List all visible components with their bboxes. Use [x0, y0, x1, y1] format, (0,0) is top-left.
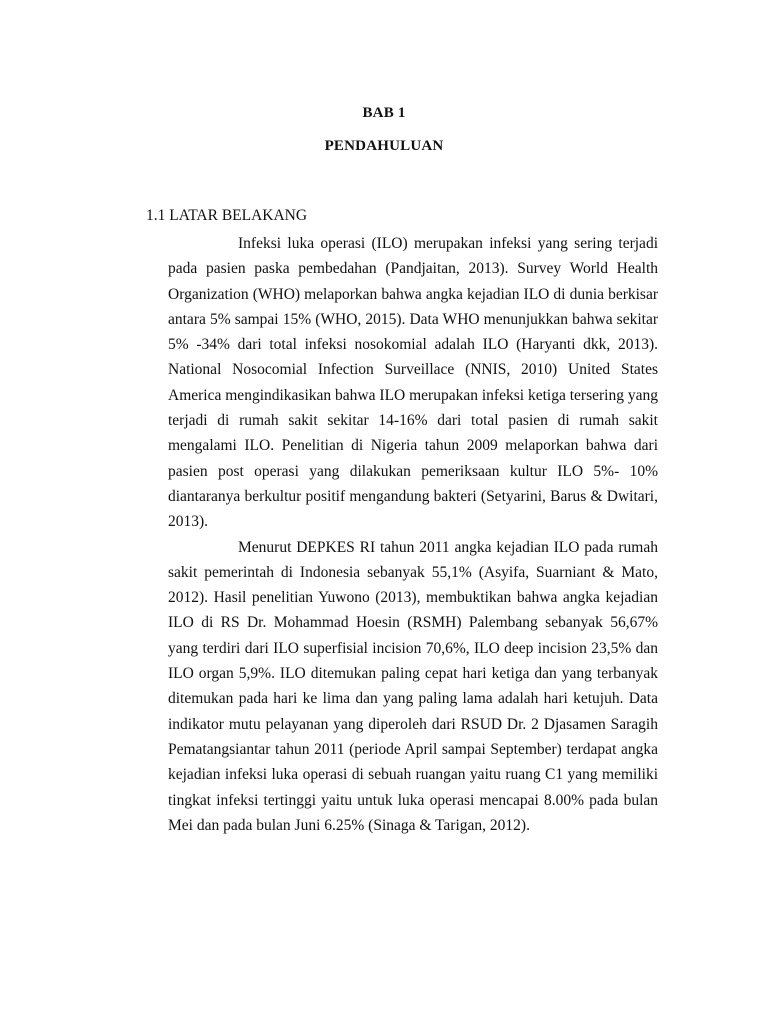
chapter-number: BAB 1: [362, 105, 406, 121]
paragraph-2: Menurut DEPKES RI tahun 2011 angka kejadian ILO pada rumah sakit pemerintah di Indonesia sebanyak 55,1% (Asyifa, Suarniant & Mato, 2012). Hasil penelitian Yuwono (2013), membuktikan bahwa angka kejadian ILO di RS Dr. Mohammad Hoesin (RSMH) Palembang sebanyak 56,67% yang terdiri dari ILO superfisial incision 70,6%, ILO deep incision 23,5% dan ILO organ 5,9%. ILO ditemukan paling cepat hari ketiga dan yang terbanyak ditemukan pada hari ke lima dan yang paling lama adalah hari ketujuh. Data indikator mutu pelayanan yang diperoleh dari RSUD Dr. 2 Djasamen Saragih Pematangsiantar tahun 2011 (periode April sampai September) terdapat angka kejadian infeksi luka operasi di sebuah ruangan yaitu ruang C1 yang memiliki tingkat infeksi tertinggi yaitu untuk luka operasi mencapai 8.00% pada bulan Mei dan pada bulan Juni 6.25% (Sinaga & Tarigan, 2012).: [168, 538, 658, 834]
paragraph-1: Infeksi luka operasi (ILO) merupakan infeksi yang sering terjadi pada pasien paska pembedahan (Pandjaitan, 2013). Survey World Health Organization (WHO) melaporkan bahwa angka kejadian ILO di dunia berkisar antara 5% sampai 15% (WHO, 2015). Data WHO menunjukkan bahwa sekitar 5% -34% dari total infeksi nosokomial adalah ILO (Haryanti dkk, 2013). National Nosocomial Infection Surveillace (NNIS, 2010) United States America mengindikasikan bahwa ILO merupakan infeksi ketiga tersering yang terjadi di rumah sakit sekitar 14-16% dari total pasien di rumah sakit mengalami ILO. Penelitian di Nigeria tahun 2009 melaporkan bahwa dari pasien post operasi yang dilakukan pemeriksaan kultur ILO 5%- 10% diantaranya berkultur positif mengandung bakteri (Setyarini, Barus & Dwitari, 2013).: [168, 235, 658, 531]
section-heading: 1.1 LATAR BELAKANG: [146, 207, 308, 224]
chapter-title: PENDAHULUAN: [324, 138, 444, 154]
body-text: [168, 231, 658, 838]
